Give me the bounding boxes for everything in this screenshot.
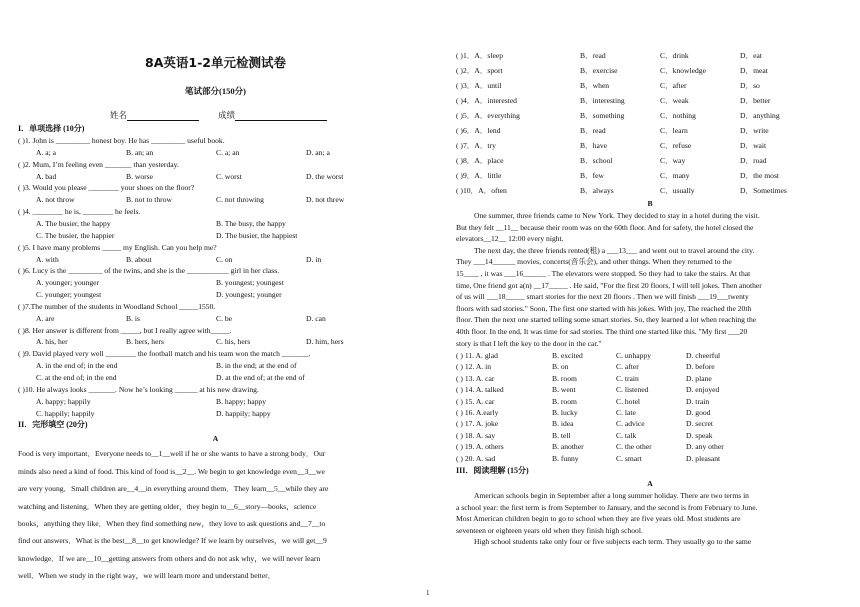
- cloze-option: C. hotel: [616, 396, 641, 406]
- question-6: ( )6. Lucy is the _________ of the twins, and she is the ___________ girl in her class.: [18, 266, 280, 276]
- cloze-option: D．road: [740, 156, 767, 165]
- cloze-option: B．read: [580, 126, 606, 135]
- passage-line: knowledge．If we are__10__getting answers from others and do not ask why，we will never learn: [18, 553, 321, 563]
- option: B. hers, hers: [126, 337, 164, 347]
- option: A. are: [36, 313, 55, 323]
- question-7: ( )7.The number of the students in Woodland School _____1550.: [18, 301, 216, 311]
- cloze-option: B. room: [552, 396, 577, 406]
- option: A. younger; younger: [36, 278, 100, 288]
- option: C. a; an: [216, 147, 240, 157]
- passage-line: seventeen or eighteen years old when they finish high school.: [456, 525, 643, 535]
- cloze-option: C. late: [616, 408, 636, 417]
- option: C. happily; happily: [36, 408, 95, 418]
- page-subtitle: 笔试部分(150分): [185, 86, 246, 96]
- cloze-option: D. train: [686, 396, 710, 406]
- option: B. about: [126, 254, 152, 264]
- cloze-option: C．nothing: [660, 111, 696, 120]
- cloze-option: D．wait: [740, 141, 767, 150]
- cloze-option: ( )3．A．until: [456, 81, 502, 90]
- cloze-option: C. after: [616, 362, 639, 372]
- passage-line: But they felt __11__ because their room was on the 60th floor. And for safety, the hotel closed the: [456, 222, 754, 232]
- cloze-option: D. pleasant: [686, 453, 721, 463]
- cloze-option: C. the other: [616, 442, 652, 452]
- cloze-option: D．Sometimes: [740, 186, 787, 195]
- option: D. an; a: [306, 147, 330, 157]
- cloze-option: C. unhappy: [616, 351, 652, 360]
- passage-line: floors with sad stories." Soon, The first one started with his jokes. With joy, The reached the 20th: [456, 303, 752, 313]
- cloze-option: C. advice: [616, 419, 645, 429]
- option: B. not to throw: [126, 195, 172, 205]
- cloze-option: ( ) 14. A. talked: [456, 385, 504, 395]
- option: B. in the end; at the end of: [216, 361, 297, 371]
- cloze-option: C．way: [660, 156, 686, 165]
- option: B. is: [126, 313, 140, 323]
- cloze-option: B．school: [580, 156, 613, 165]
- cloze-option: B．when: [580, 81, 610, 90]
- option: B. worse: [126, 171, 153, 181]
- cloze-option: B. excited: [552, 351, 583, 360]
- passage-line: of us will ___18_____ smart stories for the next 20 floors . Then we will finish ___19___twenty: [456, 292, 749, 302]
- option: A. with: [36, 254, 59, 264]
- cloze-option: D．the most: [740, 171, 780, 180]
- cloze-option: ( )10．A．often: [456, 186, 507, 195]
- question-4: ( )4. ________ he is, ________ he feels.: [18, 207, 141, 217]
- cloze-option: D．better: [740, 96, 771, 105]
- cloze-option: D．write: [740, 126, 769, 135]
- cloze-option: C．weak: [660, 96, 689, 105]
- cloze-option: ( ) 20. A. sad: [456, 453, 496, 463]
- passage-line: American schools begin in September after a long summer holiday. There are two terms in: [474, 491, 749, 500]
- option: A. The busier, the happy: [36, 218, 111, 228]
- cloze-option: C．after: [660, 81, 687, 90]
- cloze-option: B．read: [580, 51, 606, 60]
- option: A. a; a: [36, 147, 57, 157]
- cloze-option: ( )8．A．place: [456, 156, 504, 165]
- passage-c-label: A: [647, 479, 653, 488]
- option: D. can: [306, 313, 326, 323]
- passage-line: Most American children begin to go to school when they are five years old. Most students are: [456, 514, 741, 524]
- passage-line: 15____ , it was ___16______ . The elevators were stopped. So they had to take the stairs. At that: [456, 269, 751, 278]
- cloze-option: ( )1．A．sleep: [456, 51, 504, 60]
- question-2: ( )2. Mum, I’m feeling even _______ than yesterday.: [18, 159, 179, 169]
- cloze-option: ( ) 12. A. in: [456, 362, 492, 372]
- passage-line: They ___14______ movies, concerts(音乐会), and other things. When they returned to the: [456, 257, 732, 267]
- cloze-option: ( ) 13. A. car: [456, 373, 495, 383]
- cloze-option: C. listened: [616, 385, 649, 395]
- cloze-option: D．anything: [740, 111, 780, 120]
- cloze-option: B. funny: [552, 453, 579, 463]
- cloze-option: ( ) 15. A. car: [456, 396, 495, 406]
- option: D. youngest; younger: [216, 290, 282, 300]
- passage-line: One summer, three friends came to New York. They decided to stay in a hotel during the visit.: [474, 211, 760, 220]
- option: A. his, her: [36, 337, 68, 347]
- cloze-option: C．many: [660, 171, 690, 180]
- option: A. bad: [36, 171, 57, 181]
- passage-line: floor. Then the next one started telling some smart stories. So, they learned a lot when reaching the: [456, 315, 757, 325]
- question-3: ( )3. Would you please ________ your shoes on the floor?: [18, 183, 195, 193]
- column-divider: [428, 0, 429, 607]
- option: C. worst: [216, 171, 242, 181]
- cloze-option: ( )4．A．interested: [456, 96, 517, 105]
- cloze-option: B. room: [552, 373, 577, 383]
- passage-line: minds also need a kind of food. This kind of food is__2__. We begin to get knowledge even__3__we: [18, 466, 325, 476]
- question-9: ( )9. David played very well ________ the football match and his team won the match _______.: [18, 349, 311, 359]
- cloze-option: ( )7．A．try: [456, 141, 496, 150]
- option: C. The busier, the happier: [36, 230, 115, 240]
- name-label: 姓名: [110, 110, 128, 120]
- question-8: ( )8. Her answer is different from _____, but I really agree with_____.: [18, 325, 232, 335]
- cloze-option: C．knowledge: [660, 66, 706, 75]
- cloze-option: ( ) 11. A. glad: [456, 351, 498, 360]
- cloze-option: D. before: [686, 362, 715, 372]
- cloze-option: D. any other: [686, 442, 724, 452]
- cloze-option: C. train: [616, 373, 639, 383]
- option: D. in: [306, 254, 322, 264]
- cloze-option: B. another: [552, 442, 584, 452]
- cloze-option: D. good: [686, 408, 711, 417]
- question-1: ( )1. John is _________ honest boy. He has _________ useful book.: [18, 136, 225, 145]
- cloze-option: B. went: [552, 385, 576, 395]
- option: B. youngest; youngest: [216, 278, 284, 288]
- passage-line: find out answers．What is the best__8__to get knowledge? If we learn by ourselves，we will get__9: [18, 536, 327, 546]
- passage-a-label: A: [212, 434, 219, 444]
- cloze-option: B．interesting: [580, 96, 625, 105]
- cloze-option: ( )9．A．little: [456, 171, 502, 180]
- passage-line: a school year: the first term is from September to January, and the second is from February to June.: [456, 502, 758, 512]
- passage-line: story is that I left the key to the door in the car.": [456, 338, 602, 348]
- passage-line: The next day, the three friends rented(租) a ___13___ and went out to travel around the city.: [474, 245, 755, 255]
- cloze-option: D．eat: [740, 51, 762, 60]
- score-label: 成绩: [218, 110, 236, 120]
- option: A. not throw: [36, 195, 75, 205]
- cloze-option: B. idea: [552, 419, 574, 429]
- cloze-option: ( ) 17. A. joke: [456, 419, 499, 429]
- option: B. happy; happy: [216, 396, 266, 406]
- cloze-option: B．always: [580, 186, 614, 195]
- cloze-option: C．usually: [660, 186, 695, 195]
- option: A. in the end of; in the end: [36, 361, 118, 371]
- section-heading-3: III．阅读理解 (15分): [456, 466, 529, 475]
- option: D. The busier, the happiest: [216, 230, 298, 240]
- cloze-option: B. on: [552, 362, 569, 372]
- cloze-option: ( )5．A．everything: [456, 111, 520, 120]
- cloze-option: ( ) 18. A. say: [456, 430, 496, 440]
- option: D. at the end of; at the end of: [216, 373, 305, 382]
- passage-line: well．When we study in the right way，we will learn more and understand better．: [18, 571, 276, 581]
- option: B. The busy, the happy: [216, 218, 286, 228]
- cloze-option: ( ) 16. A.early: [456, 408, 499, 417]
- option: C. not throwing: [216, 195, 264, 205]
- option: C. his, hers: [216, 337, 251, 347]
- option: D. him, hers: [306, 337, 344, 347]
- cloze-option: ( )6．A．lend: [456, 126, 501, 135]
- cloze-option: B．exercise: [580, 66, 618, 75]
- name-score-line: [110, 110, 327, 121]
- option: D. the worst: [306, 171, 344, 181]
- passage-line: are very young．Small children are__4__in everything around them．They learn__5__while they are: [18, 484, 329, 494]
- passage-line: books，anything they like．When they find something new，they love to ask questions and__7__to: [18, 519, 326, 528]
- cloze-option: D. enjoyed: [686, 385, 720, 395]
- option: C. at the end of; in the end: [36, 373, 117, 382]
- cloze-option: C．refuse: [660, 141, 692, 150]
- page-title: 8A英语1-2单元检测试卷: [145, 55, 286, 70]
- passage-b-label: B: [647, 199, 653, 208]
- option: D. not threw: [306, 195, 345, 205]
- section-heading-2: II．完形填空 (20分): [18, 420, 88, 430]
- option: D. happily; happy: [216, 408, 271, 418]
- cloze-option: D. cheerful: [686, 351, 721, 360]
- cloze-option: ( )2．A．sport: [456, 66, 503, 75]
- cloze-option: B．something: [580, 111, 625, 120]
- section-heading-1: I．单项选择 (10分): [18, 124, 85, 133]
- score-field[interactable]: [235, 111, 327, 121]
- question-10: ( )10. He always looks _______. Now he’s looking ______ at his new drawing.: [18, 384, 259, 394]
- cloze-option: B. lucky: [552, 408, 578, 417]
- cloze-option: C. talk: [616, 430, 637, 440]
- cloze-option: B. tell: [552, 430, 571, 440]
- option: B. an; an: [126, 147, 154, 157]
- cloze-option: B．have: [580, 141, 607, 150]
- cloze-option: C. smart: [616, 453, 642, 463]
- cloze-option: ( ) 19. A. others: [456, 442, 504, 452]
- page-number: 1: [426, 589, 430, 597]
- cloze-option: C．drink: [660, 51, 689, 60]
- cloze-option: C．learn: [660, 126, 688, 135]
- cloze-option: D. secret: [686, 419, 713, 429]
- passage-line: 40th floor. In the end, It was time for sad stories. The third one started like this. "My first ___20: [456, 327, 748, 336]
- passage-line: time, One friend got a(n) __17_____ . He said, "For the first 20 floors, I will tell jokes. Then another: [456, 280, 762, 290]
- option: A. happy; happily: [36, 396, 91, 406]
- option: C. younger; youngest: [36, 290, 102, 300]
- option: C. on: [216, 254, 233, 264]
- cloze-option: B．few: [580, 171, 605, 180]
- option: C. be: [216, 313, 233, 323]
- passage-line: elevators__12__ 12:00 every night.: [456, 234, 564, 244]
- question-5: ( )5. I have many problems _____ my English. Can you help me?: [18, 242, 217, 252]
- name-field[interactable]: [127, 111, 199, 121]
- cloze-option: D. plane: [686, 373, 712, 383]
- passage-line: Food is very important．Everyone needs to__1__well if he or she wants to have a strong body．Our: [18, 449, 326, 459]
- passage-line: watching and listening．When they are getting older，they begin to__6__story—books，science: [18, 501, 317, 511]
- cloze-option: D. speak: [686, 430, 713, 440]
- cloze-option: D．meat: [740, 66, 768, 75]
- passage-line: High school students take only four or five subjects each term. They usually go to the same: [474, 537, 752, 547]
- cloze-option: D．so: [740, 81, 760, 90]
